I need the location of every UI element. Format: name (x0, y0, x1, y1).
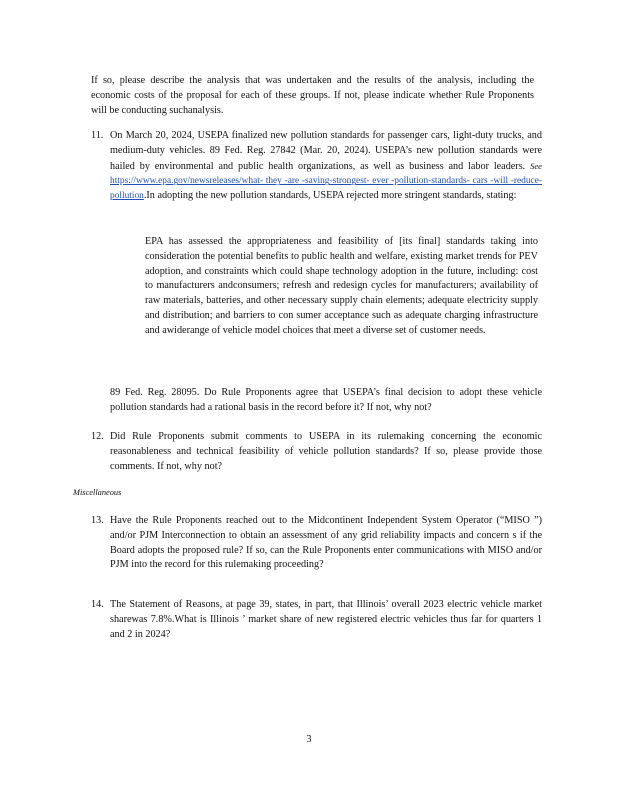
section-heading-miscellaneous: Miscellaneous (73, 488, 122, 497)
question-12-text: Did Rule Proponents submit comments to USEPA in its rulemaking concerning the economic reasonableness and technical feasibility of vehicle pollution standards? If so, please provide those comments. If not, why not? (110, 431, 542, 472)
block-quote: EPA has assessed the appropriateness and feasibility of [its final] standards taking into consideration the potential benefits to public health and welfare, existing market trends for PEV adoption, and constraints which could shape technology adoption in the future, including: cost to manufacturers andconsumers; refresh and redesign cycles for manufacturers; availability of raw materials, batteries, and other necessary supply chain elements; adequate electricity supply and distribution; and barriers to con sumer acceptance such as adequate charging infrastructure and awiderange of vehicle model choices that meet a diverse set of customer needs. (145, 236, 538, 336)
question-14-text: The Statement of Reasons, at page 39, states, in part, that Illinois’ overall 2023 electric vehicle market sharewas 7.8%.What is Illinois ’ market share of new registered electric vehicles thus far for quarters 1 and 2 in 2024? (110, 599, 542, 640)
see-signal: See (530, 160, 542, 171)
page-number: 3 (306, 734, 312, 745)
question-11-text-before: On March 20, 2024, USEPA finalized new pollution standards for passenger cars, light-duty trucks, and medium-duty vehicles. 89 Fed. Reg. 27842 (Mar. 20, 2024). USEPA’s new pollution standards were hailed by environmental and public health organizations, as well as business and labor leaders. (110, 130, 542, 172)
intro-paragraph: If so, please describe the analysis that was undertaken and the results of the analysis, including the economic costs of the proposal for each of these groups. If not, please indicate whether Rule Proponents will be conducting suchanalysis. (91, 75, 534, 116)
question-11-text-after: .In adopting the new pollution standards, USEPA rejected more stringent standards, stating: (143, 190, 517, 202)
question-11-text (110, 129, 542, 204)
question-14-number: 14. (91, 599, 104, 610)
question-11-number: 11. (91, 130, 104, 141)
question-13-number: 13. (91, 515, 104, 526)
question-11-continuation: 89 Fed. Reg. 28095. Do Rule Proponents agree that USEPA’s final decision to adopt these vehicle pollution standards had a rational basis in the record before it? If not, why not? (110, 387, 542, 413)
question-13-text: Have the Rule Proponents reached out to the Midcontinent Independent System Operator (“MISO ”) and/or PJM Interconnection to obtain an assessment of any grid reliability impacts and concern s if the Board adopts the proposed rule? If so, can the Rule Proponents enter communications with MISO and/or PJM into the record for this rulemaking proceeding? (110, 515, 542, 571)
question-12-number: 12. (91, 431, 104, 442)
epa-news-link[interactable]: https://www.epa.gov/newsreleases/what- they -are -saving-strongest- ever -pollution-standards- cars -will -reduce-pollution (110, 176, 542, 202)
